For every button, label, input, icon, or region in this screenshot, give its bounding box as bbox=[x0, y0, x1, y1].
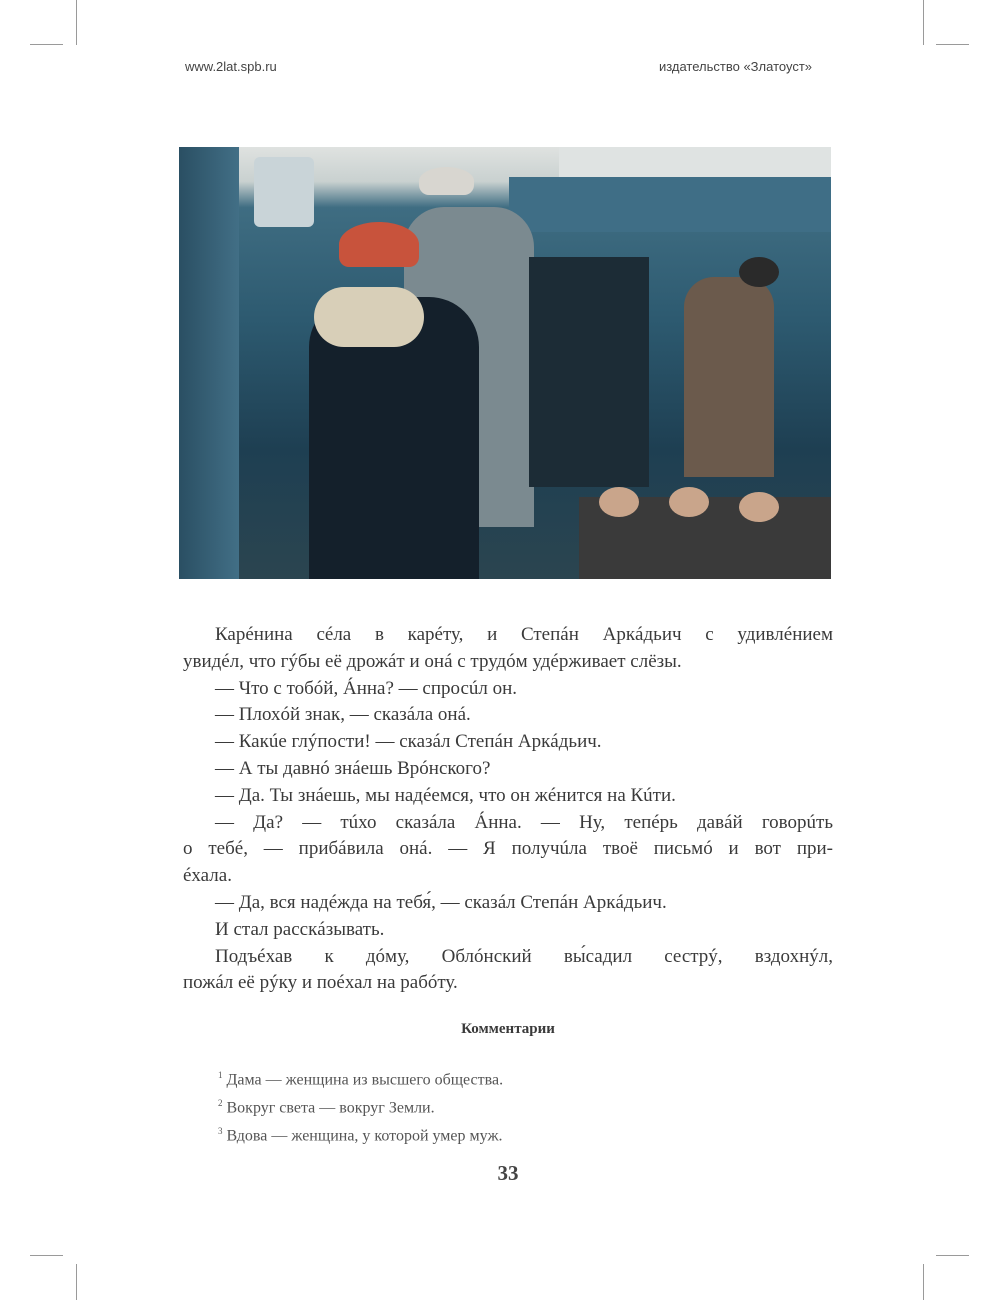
footnote: $^1$ Дама — женщина из высшего общества. bbox=[218, 1070, 504, 1089]
footnote: $^3$ Вдова — женщина, у которой умер муж. bbox=[218, 1125, 503, 1144]
text-line: — Да. Ты знáешь, мы надéемся, что он жéнится на Кúти. bbox=[215, 784, 676, 806]
text-line: — А ты давнó знáешь Врóнского? bbox=[215, 757, 491, 779]
comments-heading: Комментарии bbox=[461, 1021, 555, 1037]
text-line: И стал расскáзывать. bbox=[215, 918, 385, 940]
body-text bbox=[183, 622, 833, 997]
crop-mark bbox=[936, 1255, 969, 1256]
text-line: пожáл её рýку и поéхал на рабóту. bbox=[183, 972, 458, 994]
page-number: 33 bbox=[497, 1161, 519, 1185]
footnote: $^2$ Вокруг света — вокруг Земли. bbox=[218, 1097, 435, 1117]
text-line: Подъéхав к дóму, Облóнский вы́садил сестрý, вздохнýл, bbox=[215, 945, 833, 967]
crop-mark bbox=[76, 0, 77, 45]
text-line: увидéл, что гýбы её дрожáт и онá с трудóм удéрживает слёзы. bbox=[183, 650, 682, 672]
text-line: Карéнина сéла в карéту, и Степáн Аркáдьич с удивлéнием bbox=[215, 624, 833, 645]
text-line: — Какúе глýпости! — сказáл Степáн Аркáдьич. bbox=[215, 731, 602, 753]
text-line: о тебé, — прибáвила онá. — Я получúла твоё письмó и вот при- bbox=[183, 838, 833, 860]
crop-mark bbox=[923, 1264, 924, 1300]
text-line: — Что с тобóй, Áнна? — спросúл он. bbox=[215, 677, 518, 699]
crop-mark bbox=[936, 44, 969, 45]
header-publisher: издательство «Златоуст» bbox=[658, 59, 812, 74]
footnotes bbox=[218, 1064, 503, 1147]
film-still-photo bbox=[179, 147, 831, 579]
crop-mark bbox=[30, 1255, 63, 1256]
crop-mark bbox=[76, 1264, 77, 1300]
text-line: — Да, вся надéжда на тебя́, — сказáл Степáн Аркáдьич. bbox=[215, 891, 667, 913]
crop-mark bbox=[30, 44, 63, 45]
text-line: — Да? — тúхо сказáла Áнна. — Ну, тепéрь давáй говорúть bbox=[215, 811, 833, 833]
text-line: — Плохóй знак, — сказáла онá. bbox=[215, 704, 471, 726]
text-line: éхала. bbox=[183, 865, 232, 887]
header-website: www.2lat.spb.ru bbox=[185, 59, 277, 74]
crop-mark bbox=[923, 0, 924, 45]
